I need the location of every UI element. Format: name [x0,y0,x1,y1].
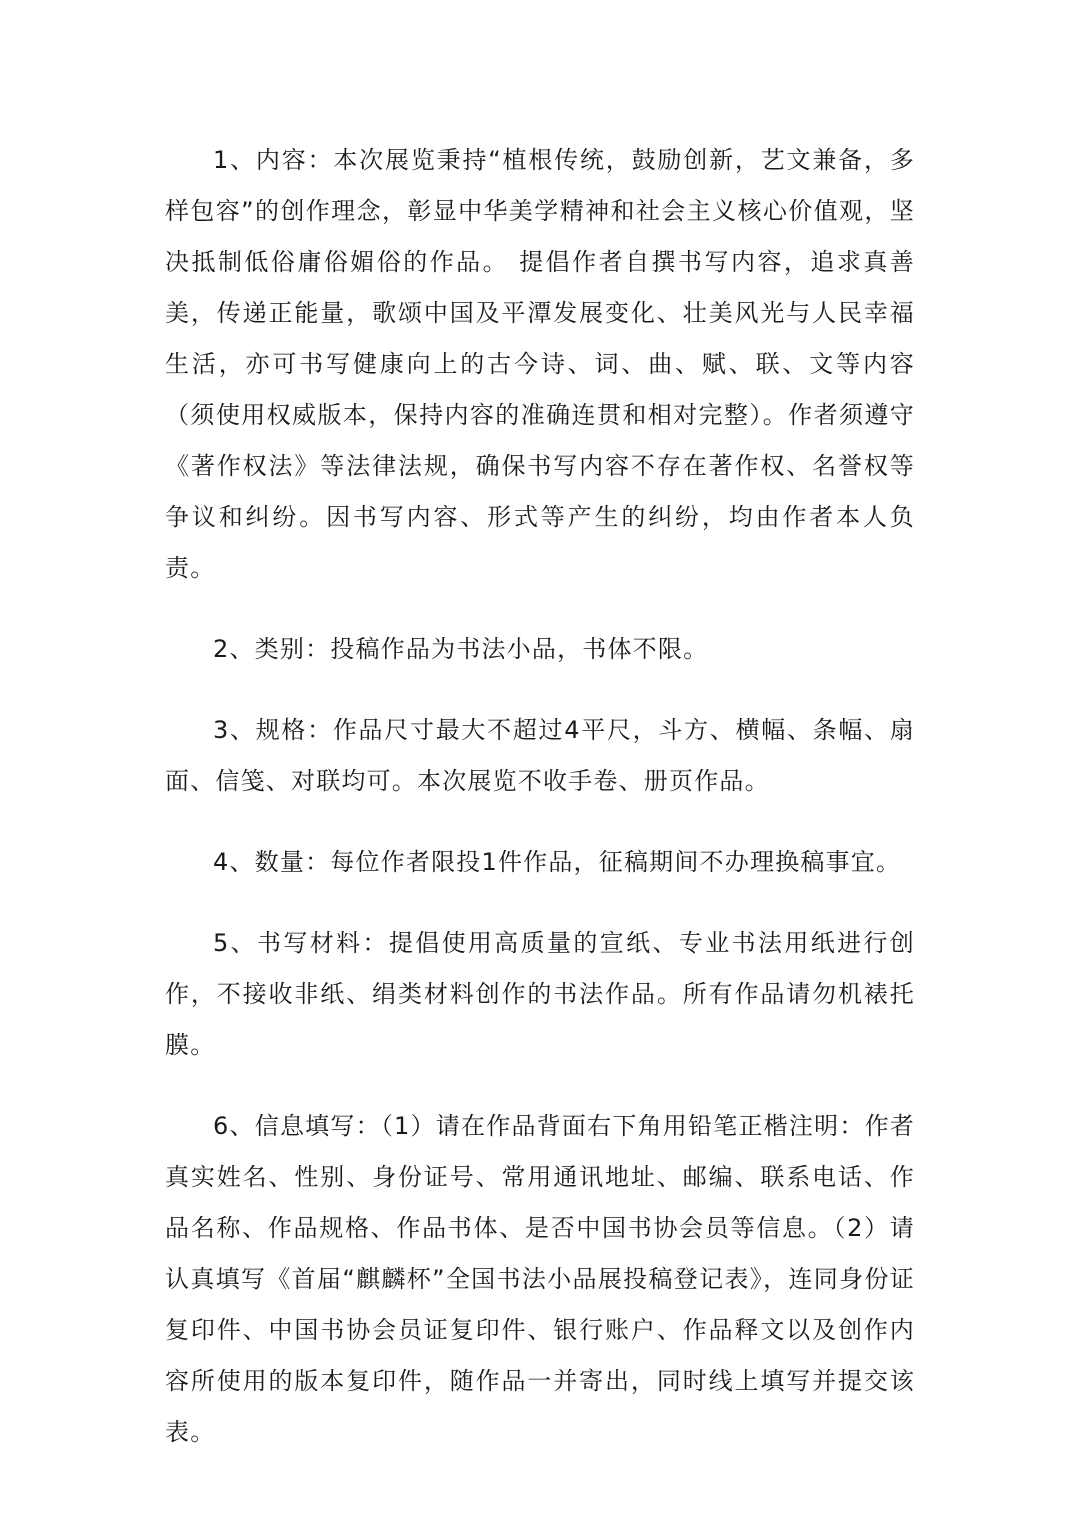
paragraph-specification: 3、规格：作品尺寸最大不超过4平尺，斗方、横幅、条幅、扇面、信笺、对联均可。本次展览不收手卷、册页作品。 [165,716,915,795]
paragraph-info-filling: 6、信息填写：（1）请在作品背面右下角用铅笔正楷注明：作者真实姓名、性别、身份证号、常用通讯地址、邮编、联系电话、作品名称、作品规格、作品书体、是否中国书协会员等信息。（2）请认真填写《首届“麒麟杯”全国书法小品展投稿登记表》，连同身份证复印件、中国书协会员证复印件、银行账户、作品释文以及创作内容所使用的版本复印件，随作品一并寄出，同时线上填写并提交该表。 [165,1112,915,1446]
paragraph-materials: 5、书写材料：提倡使用高质量的宣纸、专业书法用纸进行创作，不接收非纸、绢类材料创作的书法作品。所有作品请勿机裱托膜。 [165,929,915,1059]
paragraph-content: 1、内容：本次展览秉持“植根传统，鼓励创新，艺文兼备，多样包容”的创作理念，彰显中华美学精神和社会主义核心价值观，坚决抵制低俗庸俗媚俗的作品。 提倡作者自撰书写内容，追求真善美，传递正能量，歌颂中国及平潭发展变化、壮美风光与人民幸福生活，亦可书写健康向上的古今诗、词、曲、赋、联、文等内容（须使用权威版本，保持内容的准确连贯和相对完整）。作者须遵守《著作权法》等法律法规，确保书写内容不存在著作权、名誉权等争议和纠纷。因书写内容、形式等产生的纠纷，均由作者本人负责。 [165,146,915,582]
document-body [165,135,915,1488]
paragraph-category: 2、类别：投稿作品为书法小品，书体不限。 [213,635,709,663]
paragraph-quantity: 4、数量：每位作者限投1件作品，征稿期间不办理换稿事宜。 [213,848,902,876]
